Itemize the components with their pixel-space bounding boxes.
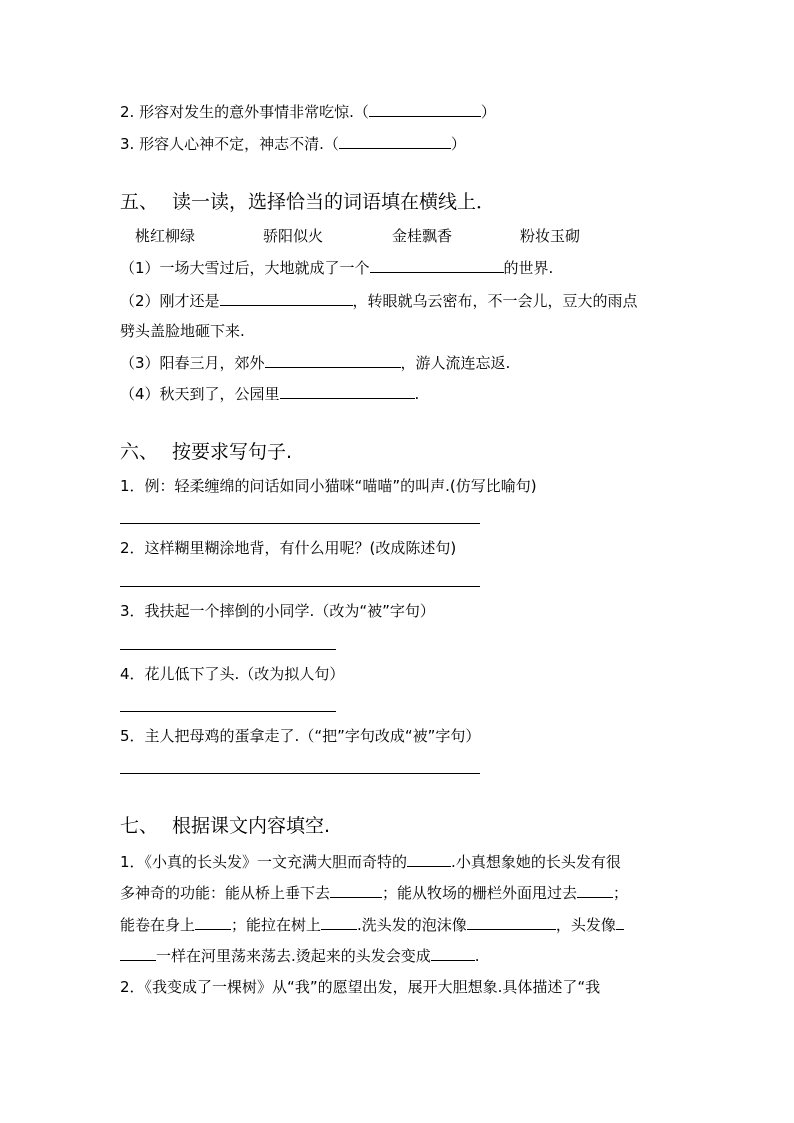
question-2-line — [120, 101, 496, 122]
answer-line[interactable] — [120, 523, 480, 524]
answer-blank[interactable] — [431, 945, 475, 961]
answer-blank[interactable] — [369, 101, 481, 117]
sentence-2-continued: 劈头盖脸地砸下来. — [120, 322, 245, 340]
passage-text: ；能拉在树上 — [231, 916, 322, 934]
rewrite-question-1: 1．例：轻柔缠绵的问话如同小猫咪“喵喵”的叫声.(仿写比喻句) — [120, 477, 537, 495]
answer-line[interactable] — [120, 586, 480, 587]
section-number: 六、 — [120, 441, 159, 463]
fill-line-4 — [120, 945, 480, 966]
fill-line-3 — [120, 914, 624, 935]
answer-blank[interactable] — [220, 290, 353, 306]
section-title: 按要求写句子. — [172, 441, 293, 463]
sentence-4 — [120, 383, 419, 404]
rewrite-question-3: 3．我扶起一个摔倒的小同学.（改为“被”字句） — [120, 602, 435, 620]
passage-text: .小真想象她的长头发有很 — [451, 853, 621, 871]
answer-line[interactable] — [120, 773, 480, 774]
rewrite-question-5: 5．主人把母鸡的蛋拿走了.（“把”字句改成“被”字句） — [120, 727, 481, 745]
answer-line[interactable] — [120, 649, 336, 650]
sentence-text: （4）秋天到了，公园里 — [120, 385, 280, 403]
answer-blank[interactable] — [330, 882, 382, 898]
sentence-text: 的世界. — [503, 259, 554, 277]
answer-blank[interactable] — [120, 945, 156, 961]
passage-text: 1．《小真的长头发》一文充满大胆而奇特的 — [120, 853, 408, 871]
passage-text: .洗头发的泡沫像 — [357, 916, 467, 934]
answer-blank[interactable] — [339, 133, 451, 149]
section-6-heading — [120, 439, 292, 465]
answer-blank[interactable] — [577, 882, 613, 898]
rewrite-question-4: 4．花儿低下了头.（改为拟人句） — [120, 665, 345, 683]
sentence-text: （2）刚才还是 — [120, 292, 220, 310]
section-5-heading — [120, 189, 495, 215]
word-option: 桃红柳绿 — [135, 227, 196, 245]
fill-line-1 — [120, 851, 621, 872]
fill-line-2 — [120, 882, 628, 903]
word-option: 粉妆玉砌 — [520, 227, 581, 245]
sentence-text: ，游人流连忘返. — [400, 354, 511, 372]
passage-text: 能卷在身上 — [120, 916, 196, 934]
passage-text: ；能从牧场的栅栏外面甩过去 — [382, 884, 578, 902]
answer-blank[interactable] — [321, 914, 357, 930]
answer-blank[interactable] — [370, 257, 504, 273]
fill-line-5: 2．《我变成了一棵树》从“我”的愿望出发，展开大胆想象.具体描述了“我 — [120, 978, 601, 996]
answer-blank[interactable] — [195, 914, 231, 930]
passage-text: 一样在河里荡来荡去.烫起来的头发会变成 — [156, 947, 431, 965]
answer-blank[interactable] — [467, 914, 556, 930]
question-3-line — [120, 133, 466, 154]
sentence-2 — [120, 290, 638, 311]
section-7-heading — [120, 813, 330, 839]
answer-blank[interactable] — [407, 851, 451, 867]
answer-blank[interactable] — [616, 914, 624, 930]
sentence-1 — [120, 257, 553, 278]
answer-line[interactable] — [120, 711, 336, 712]
close-paren: ） — [450, 135, 466, 153]
passage-text: . — [474, 947, 480, 965]
rewrite-question-2: 2．这样糊里糊涂地背，有什么用呢？(改成陈述句) — [120, 539, 457, 557]
section-number: 五、 — [120, 191, 159, 213]
section-title: 读一读，选择恰当的词语填在横线上． — [172, 191, 496, 213]
sentence-text: （3）阳春三月，郊外 — [120, 354, 265, 372]
question-2-text: 2. 形容对发生的意外事情非常吃惊.（ — [120, 103, 369, 121]
answer-blank[interactable] — [280, 383, 415, 399]
passage-text: ； — [613, 884, 629, 902]
sentence-text: . — [414, 385, 420, 403]
passage-text: 多神奇的功能：能从桥上垂下去 — [120, 884, 331, 902]
sentence-text: （1）一场大雪过后，大地就成了一个 — [120, 259, 370, 277]
word-option: 骄阳似火 — [263, 227, 324, 245]
passage-text: ，头发像 — [555, 916, 616, 934]
section-number: 七、 — [120, 815, 159, 837]
section-title: 根据课文内容填空. — [172, 815, 331, 837]
sentence-3 — [120, 352, 510, 373]
sentence-text: ，转眼就乌云密布，不一会儿，豆大的雨点 — [352, 292, 638, 310]
answer-blank[interactable] — [265, 352, 401, 368]
close-paren: ） — [480, 103, 496, 121]
question-3-text: 3. 形容人心神不定，神志不清.（ — [120, 135, 339, 153]
word-option: 金桂飘香 — [392, 227, 453, 245]
